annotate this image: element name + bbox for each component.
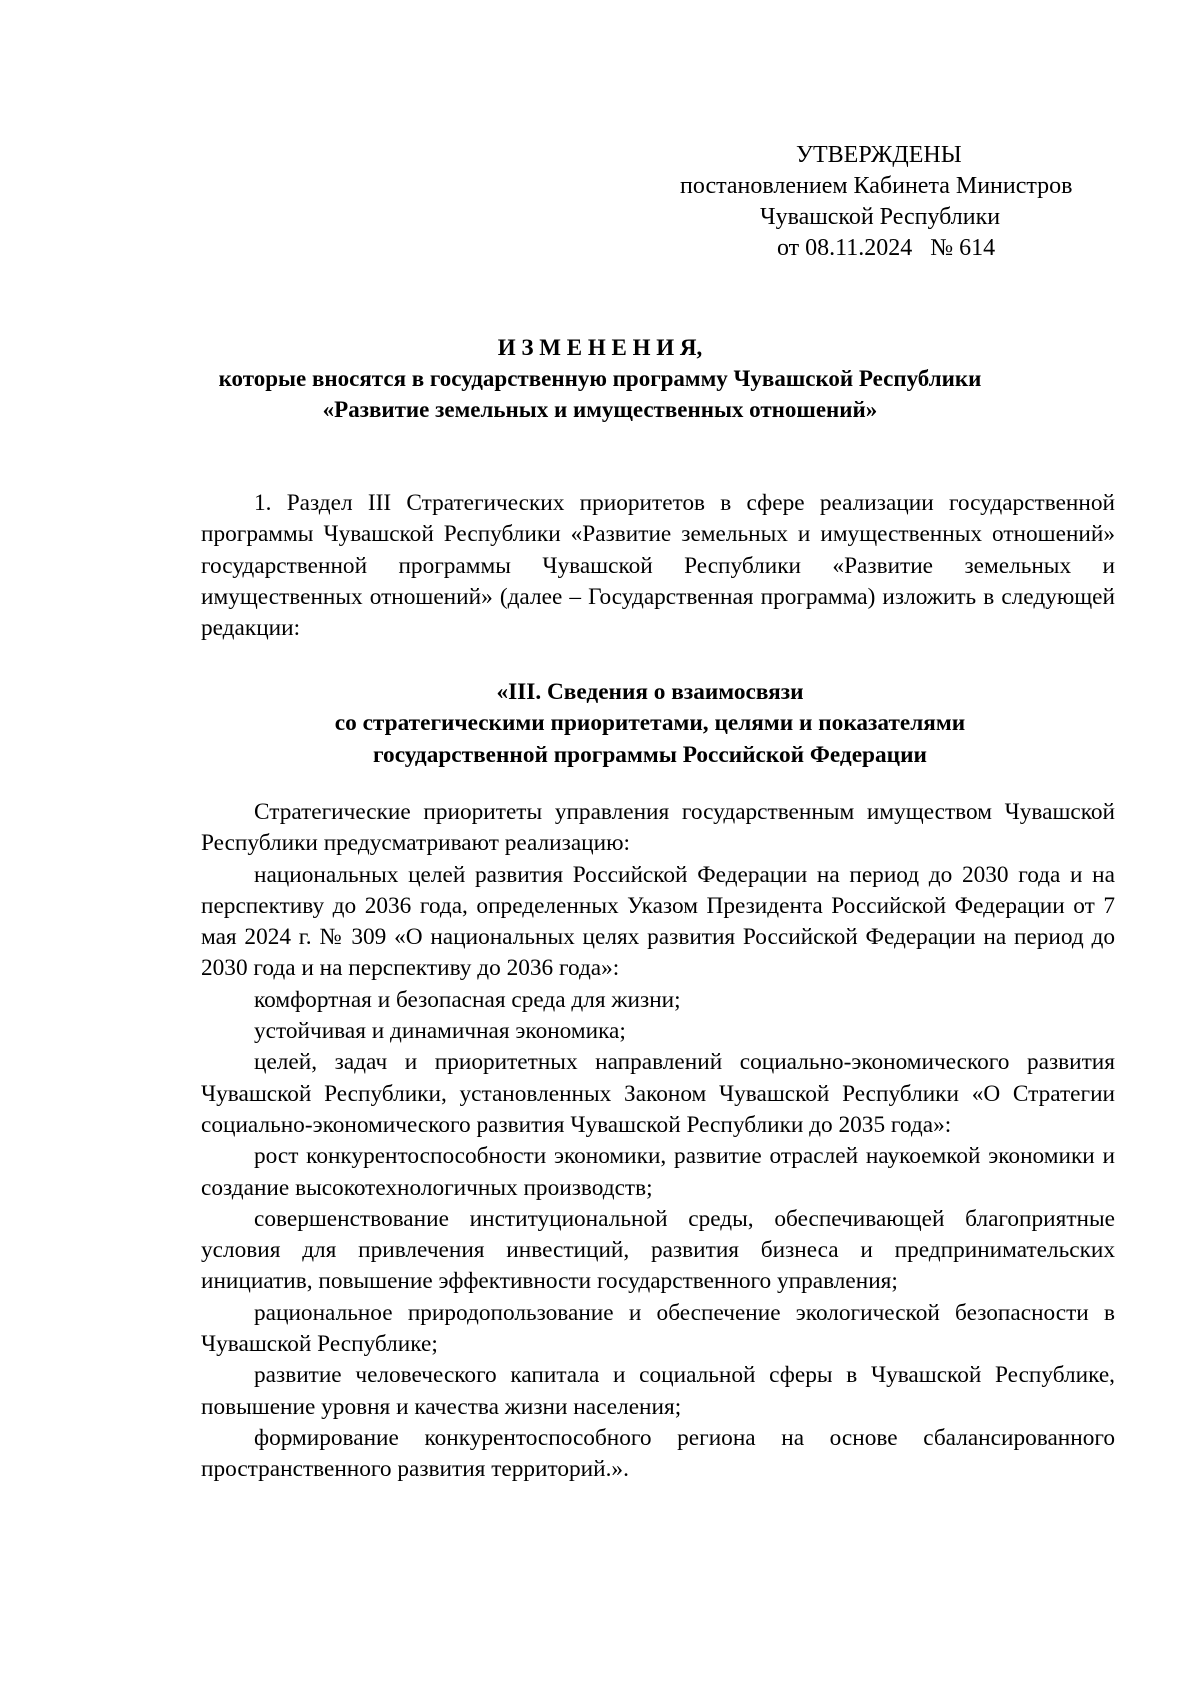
body-paragraph: формирование конкурентоспособного региона на основе сбалансированного пространственного развития территорий.». xyxy=(201,1424,1115,1483)
body-paragraph: Стратегические приоритеты управления государственным имуществом Чувашской Республики предусматривают реализацию: xyxy=(201,799,1115,857)
body-paragraph: целей, задач и приоритетных направлений социально-экономического развития Чувашской Республики, установленных Законом Чувашской Республики «О Стратегии социально-экономического развития Чувашской Республики до 2035 года»: xyxy=(201,1049,1115,1138)
section-title xyxy=(150,677,1150,771)
document-title xyxy=(150,332,1050,425)
approval-title: УТВЕРЖДЕНЫ xyxy=(796,142,962,168)
section-title-line-1: «III. Сведения о взаимосвязи xyxy=(496,679,804,705)
item-1-paragraph: 1. Раздел III Стратегических приоритетов в сфере реализации государственной программы Чувашской Республики «Развитие земельных и имущественных отношений» государственной программы Чувашской Республики «Развитие земельных и имущественных отношений» (далее – Государственная программа) изложить в следующей редакции: xyxy=(201,490,1115,642)
approval-region: Чувашской Республики xyxy=(760,204,1001,230)
section-title-line-2: со стратегическими приоритетами, целями и показателями xyxy=(334,710,966,737)
body-paragraph: устойчивая и динамичная экономика; xyxy=(254,1018,626,1045)
approval-issuer: постановлением Кабинета Министров xyxy=(680,173,1073,199)
item-1-block xyxy=(201,488,1115,644)
title-heading: И З М Е Н Е Н И Я, xyxy=(497,335,703,360)
section-title-line-3: государственной программы Российской Федерации xyxy=(373,741,927,768)
approval-stamp xyxy=(680,140,1120,264)
body-paragraph: совершенствование институциональной среды, обеспечивающей благоприятные условия для привлечения инвестиций, развития бизнеса и предпринимательских инициатив, повышение эффективности государственного управления; xyxy=(201,1205,1115,1295)
title-subtitle-line-1: которые вносятся в государственную программу Чувашской Республики xyxy=(218,366,982,391)
body-paragraph: рациональное природопользование и обеспечение экологической безопасности в Чувашской Республике; xyxy=(201,1299,1115,1358)
body-paragraph: комфортная и безопасная среда для жизни; xyxy=(254,986,681,1013)
body-paragraph: развитие человеческого капитала и социальной сферы в Чувашской Республике, повышение уровня и качества жизни населения; xyxy=(201,1362,1115,1420)
approval-date-number: от 08.11.2024 № 614 xyxy=(777,235,996,261)
section-body xyxy=(201,797,1115,1486)
body-paragraph: рост конкурентоспособности экономики, развитие отраслей наукоемкой экономики и создание высокотехнологичных производств; xyxy=(201,1143,1115,1201)
title-subtitle-line-2: «Развитие земельных и имущественных отношений» xyxy=(322,397,878,422)
body-paragraph: национальных целей развития Российской Федерации на период до 2030 года и на перспективу до 2036 года, определенных Указом Президента Российской Федерации от 7 мая 2024 г. № 309 «О национальных целях развития Российской Федерации на период до 2030 года и на перспективу до 2036 года»: xyxy=(201,861,1115,982)
